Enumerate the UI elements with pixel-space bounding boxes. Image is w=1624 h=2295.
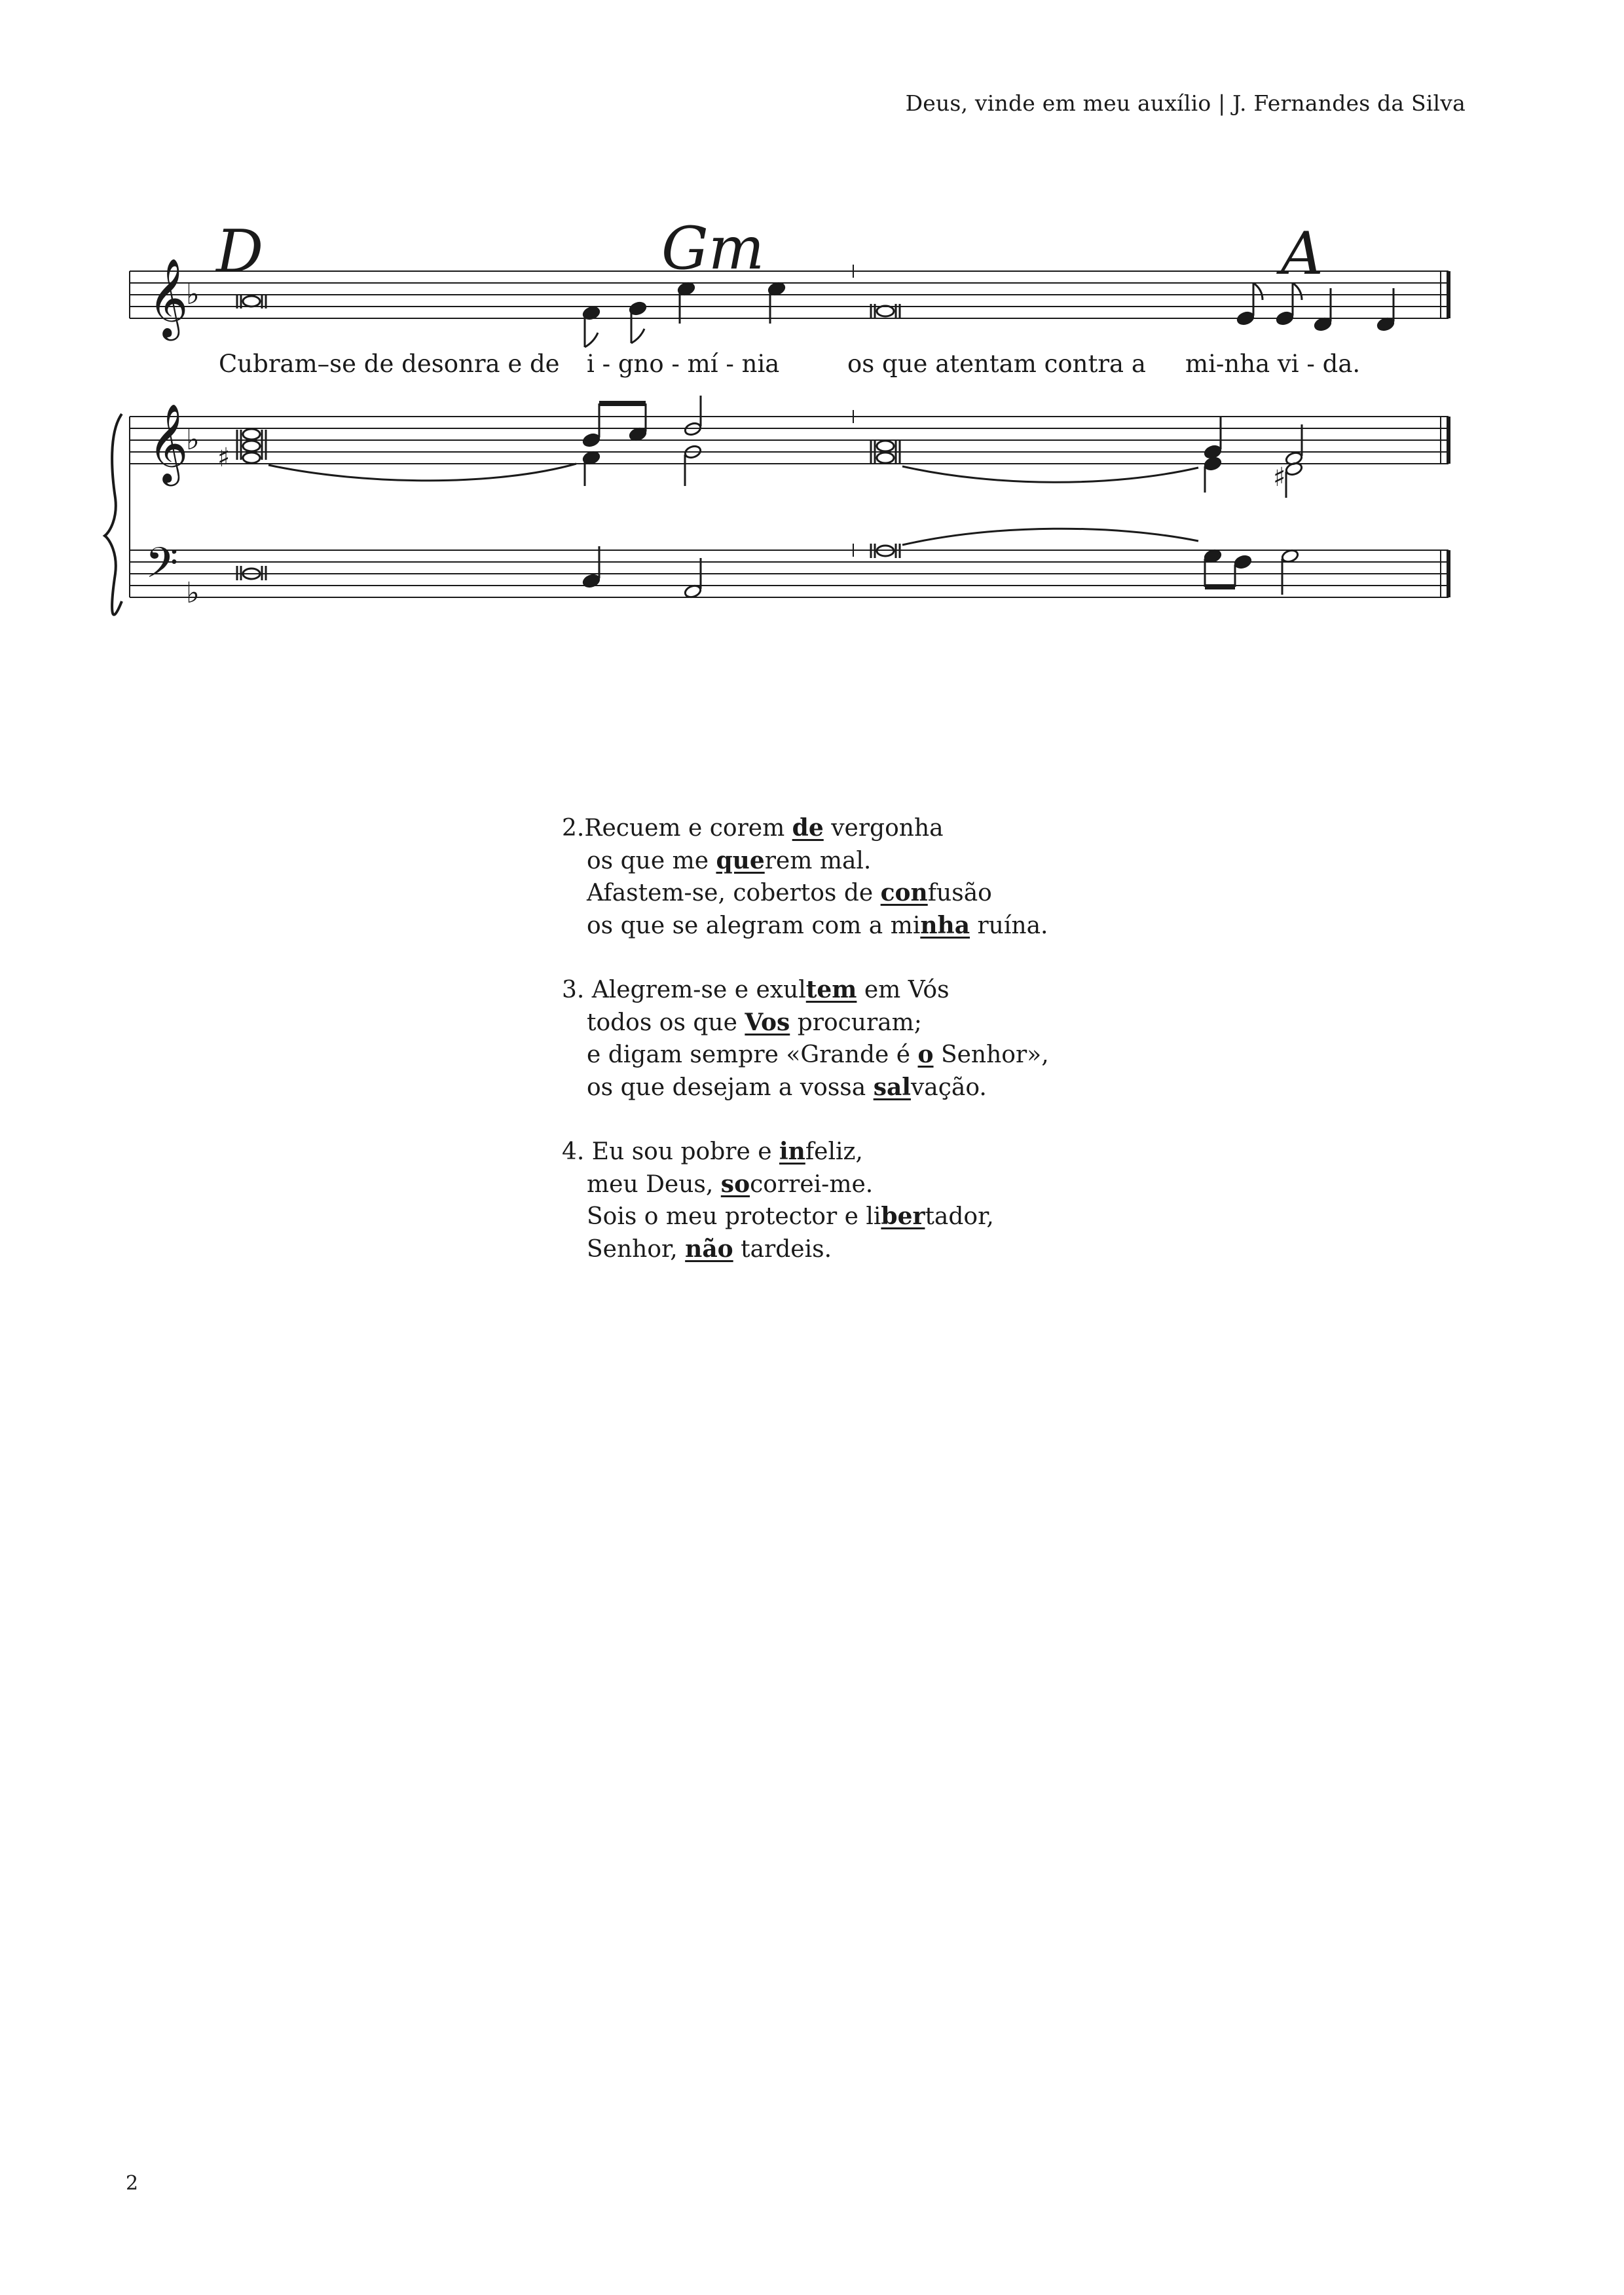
key-flat: ♭ [186, 278, 200, 311]
verse-line [562, 910, 1049, 942]
verses [562, 812, 1049, 1297]
verse-line [562, 974, 1049, 1007]
verse-line [562, 1201, 1049, 1233]
lyric-3: os que atentam contra a [847, 350, 1146, 378]
verse-text: em Vós [857, 977, 950, 1003]
verse-text: os que se alegram com a mi [587, 912, 921, 939]
voice-breve-2 [871, 304, 900, 318]
verse-line [562, 812, 1049, 845]
ties [268, 464, 1198, 545]
verse-text: rem mal. [764, 847, 872, 874]
stressed-syllable: so [720, 1170, 750, 1198]
verse-text: 4. Eu sou pobre e [562, 1138, 779, 1165]
verse-text: correi-me. [750, 1170, 874, 1198]
chord-a: A [1281, 219, 1323, 288]
piano-left-staff [130, 417, 1449, 597]
verse-line [562, 877, 1049, 910]
verse-text: Sois o meu protector e li [587, 1203, 881, 1230]
stressed-syllable: sal [873, 1073, 911, 1101]
bass-clef: 𝄢 [145, 539, 179, 598]
verse-text: vergonha [823, 815, 944, 842]
verse-line [562, 1039, 1049, 1072]
verse-text: os que me [587, 847, 716, 874]
verse-text: meu Deus, [587, 1170, 721, 1198]
stressed-syllable: não [685, 1235, 733, 1263]
chord-symbols [215, 214, 1323, 288]
lyric-2: i - gno - mí - nia [587, 350, 780, 378]
verse-line [562, 1007, 1049, 1039]
key-flat: ♭ [186, 423, 200, 457]
verse-text: Afastem-se, cobertos de [587, 880, 881, 906]
verse-text: todos os que [587, 1009, 745, 1036]
stressed-syllable: ber [881, 1203, 925, 1230]
stanza [562, 974, 1049, 1104]
verse-text: e digam sempre «Grande é [587, 1041, 918, 1068]
stressed-syllable: Vos [745, 1008, 790, 1036]
verse-text: procuram; [790, 1009, 922, 1036]
chord-d: D [216, 217, 264, 286]
piano-left-notes [582, 546, 1299, 599]
music-score [0, 0, 1624, 655]
running-header: Deus, vinde em meu auxílio | J. Fernandes da Silva [905, 90, 1466, 116]
verse-line [562, 1072, 1049, 1104]
verse-text: ruína. [970, 912, 1048, 939]
piano-right-staff [130, 410, 1449, 464]
verse-text: 3. Alegrem-se e exul [562, 977, 806, 1003]
verse-line [562, 1233, 1049, 1266]
verse-text: os que desejam a vossa [587, 1073, 874, 1101]
verse-text: tador, [925, 1203, 994, 1230]
verse-line [562, 1136, 1049, 1168]
rh-breve-2 [871, 440, 900, 464]
breves [237, 294, 900, 580]
verse-text: vação. [910, 1073, 987, 1101]
rh-breve-1 [237, 429, 266, 463]
treble-clef: 𝄞 [148, 257, 189, 337]
verse-line [562, 1168, 1049, 1201]
piano-right-notes [582, 396, 1303, 498]
stressed-syllable: nha [920, 911, 970, 939]
stressed-syllable: in [779, 1138, 805, 1165]
chord-gm: Gm [661, 214, 765, 283]
verse-text: fusão [927, 880, 992, 906]
sharp-sign: ♯ [1273, 462, 1286, 493]
verse-text: feliz, [805, 1138, 863, 1165]
stressed-syllable: que [716, 846, 765, 874]
page-number: 2 [126, 2172, 139, 2195]
verse-text: 2.Recuem e corem [562, 815, 792, 842]
treble-clef: 𝄞 [148, 403, 189, 483]
stressed-syllable: con [880, 879, 928, 906]
lyrics [219, 350, 1360, 378]
voice-staff [130, 265, 1449, 318]
lyric-1: Cubram–se de desonra e de [219, 350, 560, 378]
voice-breve-1 [237, 294, 266, 308]
verse-text: tardeis. [733, 1235, 832, 1263]
clefs [145, 257, 200, 610]
stanza [562, 1136, 1049, 1265]
stressed-syllable: de [792, 814, 824, 842]
stanza [562, 812, 1049, 942]
voice-notes [582, 281, 1395, 347]
verse-text: Senhor», [933, 1041, 1049, 1068]
piano-brace [105, 414, 122, 615]
stressed-syllable: o [917, 1041, 934, 1068]
stressed-syllable: tem [805, 976, 857, 1003]
key-flat: ♭ [186, 576, 200, 610]
lyric-4: mi-nha vi - da. [1185, 350, 1361, 378]
verse-line [562, 845, 1049, 878]
verse-text: Senhor, [587, 1235, 686, 1263]
sharp-sign: ♯ [217, 443, 231, 473]
